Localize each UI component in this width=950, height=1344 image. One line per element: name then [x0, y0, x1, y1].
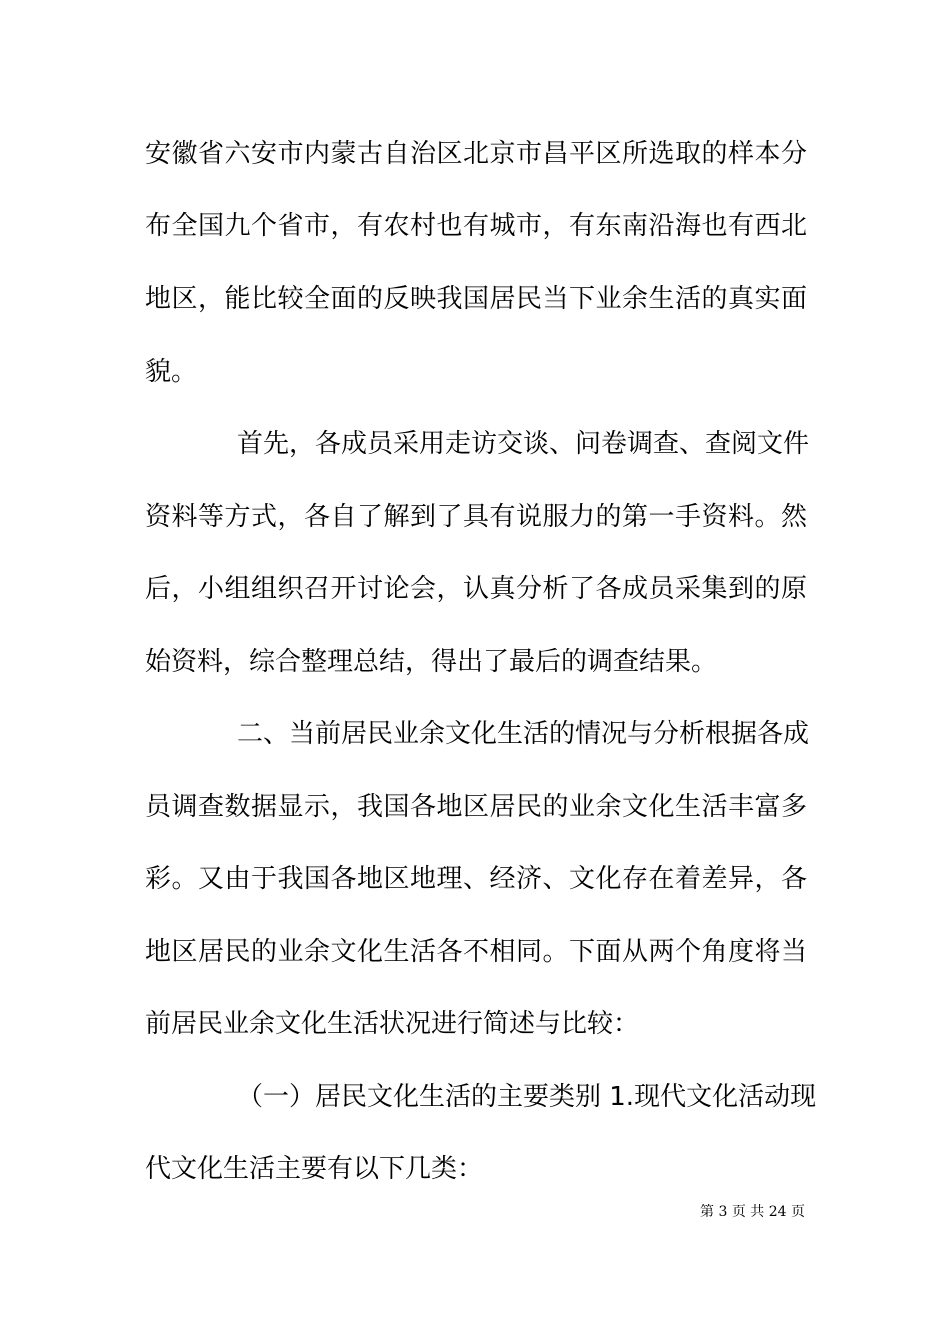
text-line: 地区居民的业余文化生活各不相同。下面从两个角度将当: [145, 937, 807, 967]
text-line: 彩。又由于我国各地区地理、经济、文化存在着差异，各: [145, 864, 807, 894]
section-heading-line: 二、当前居民业余文化生活的情况与分析根据各成: [237, 719, 810, 749]
text-line: 代文化生活主要有以下几类：: [145, 1154, 484, 1184]
text-line: 始资料，综合整理总结，得出了最后的调查结果。: [145, 647, 718, 677]
text-line: 前居民业余文化生活状况进行简述与比较：: [145, 1009, 640, 1039]
text-line: 员调查数据显示，我国各地区居民的业余文化生活丰富多: [145, 792, 807, 822]
text-line: 布全国九个省市，有农村也有城市，有东南沿海也有西北: [145, 211, 807, 241]
text-line: 安徽省六安市内蒙古自治区北京市昌平区所选取的样本分: [145, 139, 807, 169]
subsection-heading-line: （一）居民文化生活的主要类别 1.现代文化活动现: [237, 1082, 817, 1112]
text-line: 后，小组组织召开讨论会，认真分析了各成员采集到的原: [145, 574, 807, 604]
text-line: 资料等方式，各自了解到了具有说服力的第一手资料。然: [145, 502, 807, 532]
page-footer: 第 3 页 共 24 页: [700, 1204, 805, 1220]
text-line: 地区，能比较全面的反映我国居民当下业余生活的真实面: [145, 284, 807, 314]
paragraph-first-line: 首先，各成员采用走访交谈、问卷调查、查阅文件: [237, 429, 810, 459]
text-line: 貌。: [145, 357, 198, 387]
